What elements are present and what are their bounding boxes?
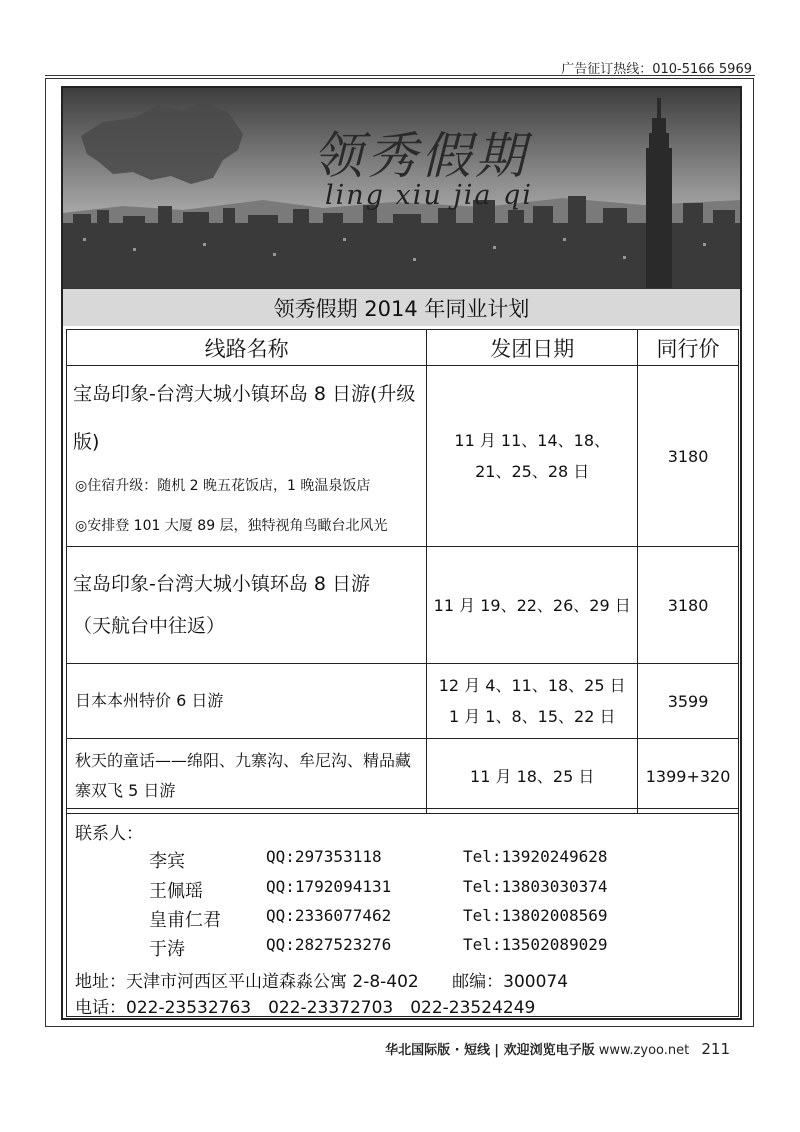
table-row [67,739,739,814]
contact-tel: Tel:13802008569 [463,906,608,925]
contact-person [67,935,740,965]
footer-slogan: | 欢迎浏览电子版 [494,1043,595,1058]
dates-line: 12 月 4、11、18、25 日 [438,676,626,695]
banner-image [63,88,740,288]
ad-hotline: 广告征订热线：010-5166 5969 [561,62,752,77]
postcode: 邮编：300074 [452,972,569,992]
col-dates: 发团日期 [427,330,638,366]
route-note: ◎住宿升级：随机 2 晚五花饭店，1 晚温泉饭店 [75,478,371,494]
route-note: ◎安排登 101 大厦 89 层，独特视角鸟瞰台北风光 [75,518,388,534]
contact-tel: Tel:13803030374 [463,877,608,896]
route-cell: 日本本州特价 6 日游 [67,664,427,739]
contact-qq: QQ:1792094131 [266,877,392,896]
contact-name: 李宾 [149,851,185,872]
phone-line: 电话：022-23532763 022-23372703 022-23524249 [75,998,536,1018]
route-cell [67,547,427,664]
top-rule [45,75,755,76]
route-name: 宝岛印象-台湾大城小镇环岛 8 日游 [73,573,371,595]
route-name: 宝岛印象-台湾大城小镇环岛 8 日游(升级版) [73,383,416,453]
table-row [67,547,739,664]
contact-qq: QQ:2336077462 [266,906,392,925]
price-cell: 3599 [638,664,739,739]
table-row [67,366,739,547]
contact-tel: Tel:13502089029 [463,935,608,954]
plan-table [66,329,739,814]
col-price: 同行价 [638,330,739,366]
contact-tel: Tel:13920249628 [463,847,608,866]
footer-section: 华北国际版 · 短线 [385,1043,491,1058]
dates-cell: 11 月 18、25 日 [427,739,638,814]
contact-qq: QQ:297353118 [266,847,382,866]
plan-title: 领秀假期 2014 年同业计划 [63,288,740,326]
route-cell: 秋天的童话——绵阳、九寨沟、牟尼沟、精品藏寨双飞 5 日游 [67,739,427,814]
contact-person [67,877,740,907]
contact-qq: QQ:2827523276 [266,935,392,954]
table-row [67,664,739,739]
contact-name: 王佩瑶 [149,881,203,902]
contact-box [66,808,739,1017]
brand-name: 领秀假期 [313,127,529,185]
route-cell [67,366,427,547]
contact-name: 皇甫仁君 [149,910,221,931]
address: 地址：天津市河西区平山道森淼公寓 2-8-402 [75,972,419,992]
price-cell: 1399+320 [638,739,739,814]
brand-pinyin: ling xiu jia qi [325,180,533,211]
footer-site: www.zyoo.net [598,1043,690,1058]
contact-person [67,847,740,877]
price-cell: 3180 [638,547,739,664]
dates-cell: 11 月 11、14、18、21、25、28 日 [427,366,638,547]
table-header-row [67,330,739,366]
address-line [75,967,568,992]
route-name-suffix: （天航台中往返） [73,615,226,637]
contact-person [67,906,740,936]
col-route: 线路名称 [67,330,427,366]
contact-title: 联系人： [75,824,143,844]
contact-name: 于涛 [149,939,185,960]
price-cell: 3180 [638,366,739,547]
dates-line: 1 月 1、8、15、22 日 [448,707,616,726]
page-footer [385,1039,730,1058]
dates-cell: 11 月 19、22、26、29 日 [427,547,638,664]
dates-cell [427,664,638,739]
page-number: 211 [701,1040,730,1058]
